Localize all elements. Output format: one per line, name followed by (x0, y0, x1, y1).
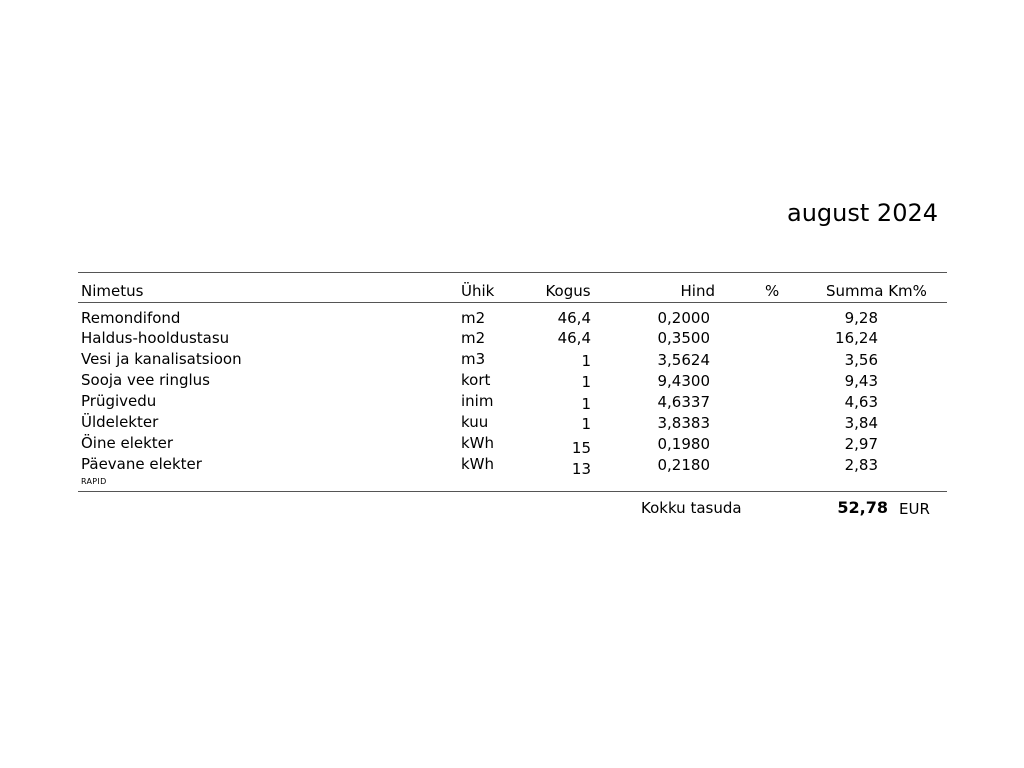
table-row (0, 434, 1024, 455)
row-unit: kWh (461, 434, 495, 452)
header-name: Nimetus (81, 282, 144, 300)
row-sum: 16,24 (835, 329, 878, 347)
row-sum: 4,63 (844, 393, 878, 411)
table-header (0, 282, 1024, 300)
row-name: Remondifond (81, 309, 181, 327)
table-row (0, 413, 1024, 434)
table-row (0, 309, 1024, 330)
row-price: 0,3500 (657, 329, 710, 347)
row-quantity: 46,4 (557, 329, 591, 347)
table-row (0, 455, 1024, 476)
table-bottom-rule (78, 491, 947, 492)
row-name: Üldelekter (81, 413, 159, 431)
table-row (0, 392, 1024, 413)
table-header-rule (78, 302, 947, 303)
row-quantity: 13 (571, 460, 591, 478)
row-name: Päevane elekter (81, 455, 202, 473)
table-top-rule (78, 272, 947, 273)
row-sum: 2,97 (844, 435, 878, 453)
header-sum: Summa Km% (826, 282, 927, 300)
row-sum: 9,28 (844, 309, 878, 327)
total-currency: EUR (899, 500, 930, 518)
row-name: Sooja vee ringlus (81, 371, 210, 389)
row-price: 9,4300 (657, 372, 710, 390)
header-price: Hind (680, 282, 715, 300)
header-percent: % (765, 282, 780, 300)
row-sum: 3,84 (844, 414, 878, 432)
row-quantity: 15 (571, 439, 591, 457)
row-quantity: 1 (581, 395, 591, 413)
row-price: 0,2000 (657, 309, 710, 327)
row-name: Vesi ja kanalisatsioon (81, 350, 242, 368)
row-quantity: 46,4 (557, 309, 591, 327)
row-unit: kuu (461, 413, 489, 431)
row-sum: 3,56 (844, 351, 878, 369)
row-unit: m3 (461, 350, 486, 368)
row-quantity: 1 (581, 373, 591, 391)
row-name: Öine elekter (81, 434, 174, 452)
footnote-label: RAPID (81, 477, 107, 486)
row-sum: 9,43 (844, 372, 878, 390)
total-value: 52,78 (837, 498, 888, 517)
row-quantity: 1 (581, 415, 591, 433)
row-unit: kWh (461, 455, 495, 473)
table-row (0, 371, 1024, 392)
row-sum: 2,83 (844, 456, 878, 474)
row-name: Prügivedu (81, 392, 157, 410)
row-price: 0,2180 (657, 456, 710, 474)
row-unit: m2 (461, 329, 486, 347)
row-price: 0,1980 (657, 435, 710, 453)
row-unit: inim (461, 392, 494, 410)
row-price: 3,5624 (657, 351, 710, 369)
row-unit: m2 (461, 309, 486, 327)
table-row (0, 350, 1024, 371)
invoice-period: august 2024 (787, 199, 938, 227)
header-unit: Ühik (461, 282, 495, 300)
table-row (0, 329, 1024, 350)
row-name: Haldus-hooldustasu (81, 329, 230, 347)
row-quantity: 1 (581, 352, 591, 370)
total-label: Kokku tasuda (641, 499, 742, 517)
row-unit: kort (461, 371, 491, 389)
header-quantity: Kogus (545, 282, 591, 300)
row-price: 4,6337 (657, 393, 710, 411)
row-price: 3,8383 (657, 414, 710, 432)
